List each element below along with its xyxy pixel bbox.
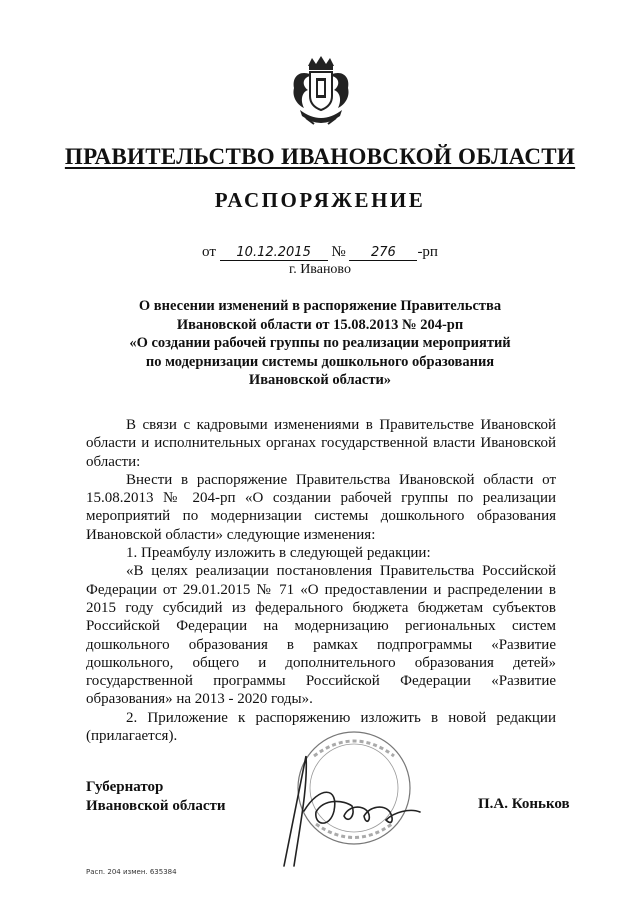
document-type: РАСПОРЯЖЕНИЕ bbox=[214, 188, 426, 212]
title-line: Ивановской области» bbox=[248, 372, 392, 388]
body-paragraph: 2. Приложение к распоряжению изложить в новой редакции (прилагается). bbox=[86, 709, 556, 745]
signatory-title-line1: Губернатор bbox=[86, 779, 164, 795]
coat-of-arms-icon bbox=[286, 52, 356, 132]
handwritten-signature-icon bbox=[284, 756, 420, 866]
document-title bbox=[90, 297, 550, 390]
body-paragraph: Внести в распоряжение Правительства Ивановской области от 15.08.2013 № 204-рп «О создании рабочей группы по реализации мероприятий по модернизации системы дошкольного образования Ивановской области» следующие изменения: bbox=[86, 471, 556, 543]
body-paragraph: 1. Преамбулу изложить в следующей редакции: bbox=[126, 545, 431, 562]
official-stamp-icon bbox=[244, 716, 444, 886]
title-line: «О создании рабочей группы по реализации мероприятий bbox=[129, 335, 511, 351]
number-suffix: -рп bbox=[417, 244, 438, 260]
date-number-line bbox=[0, 244, 640, 261]
title-line: по модернизации системы дошкольного образования bbox=[145, 353, 495, 370]
document-body bbox=[86, 416, 556, 745]
city: г. Иваново bbox=[289, 262, 351, 277]
title-line: Ивановской области от 15.08.2013 № 204-рп bbox=[176, 316, 464, 333]
organization-name: ПРАВИТЕЛЬСТВО ИВАНОВСКОЙ ОБЛАСТИ bbox=[64, 144, 576, 169]
footer-note: Расп. 204 измен. 635384 bbox=[86, 868, 177, 876]
signatory-name: П.А. Коньков bbox=[478, 796, 570, 812]
signatory-title bbox=[86, 778, 226, 816]
body-paragraph: В связи с кадровыми изменениями в Правительстве Ивановской области и исполнительных органах государственной власти Ивановской области: bbox=[86, 417, 556, 470]
title-line: О внесении изменений в распоряжение Правительства bbox=[138, 298, 502, 314]
body-paragraph: «В целях реализации постановления Правительства Российской Федерации от 29.01.2015 № 71 «О предоставлении и распределении в 2015 году субсидий из федерального бюджета бюджетам субъектов Российской Федерации на модернизацию региональных систем дошкольного образования в рамках подпрограммы «Развитие дошкольного, общего и дополнительного образования детей» государственной программы Российской Федерации «Развитие образования» на 2013 - 2020 годы». bbox=[86, 563, 556, 708]
signatory-title-line2: Ивановской области bbox=[86, 798, 226, 814]
number-value: 276 bbox=[349, 245, 417, 261]
number-prefix: № bbox=[331, 244, 346, 260]
date-prefix: от bbox=[202, 244, 216, 260]
date-value: 10.12.2015 bbox=[220, 245, 328, 261]
